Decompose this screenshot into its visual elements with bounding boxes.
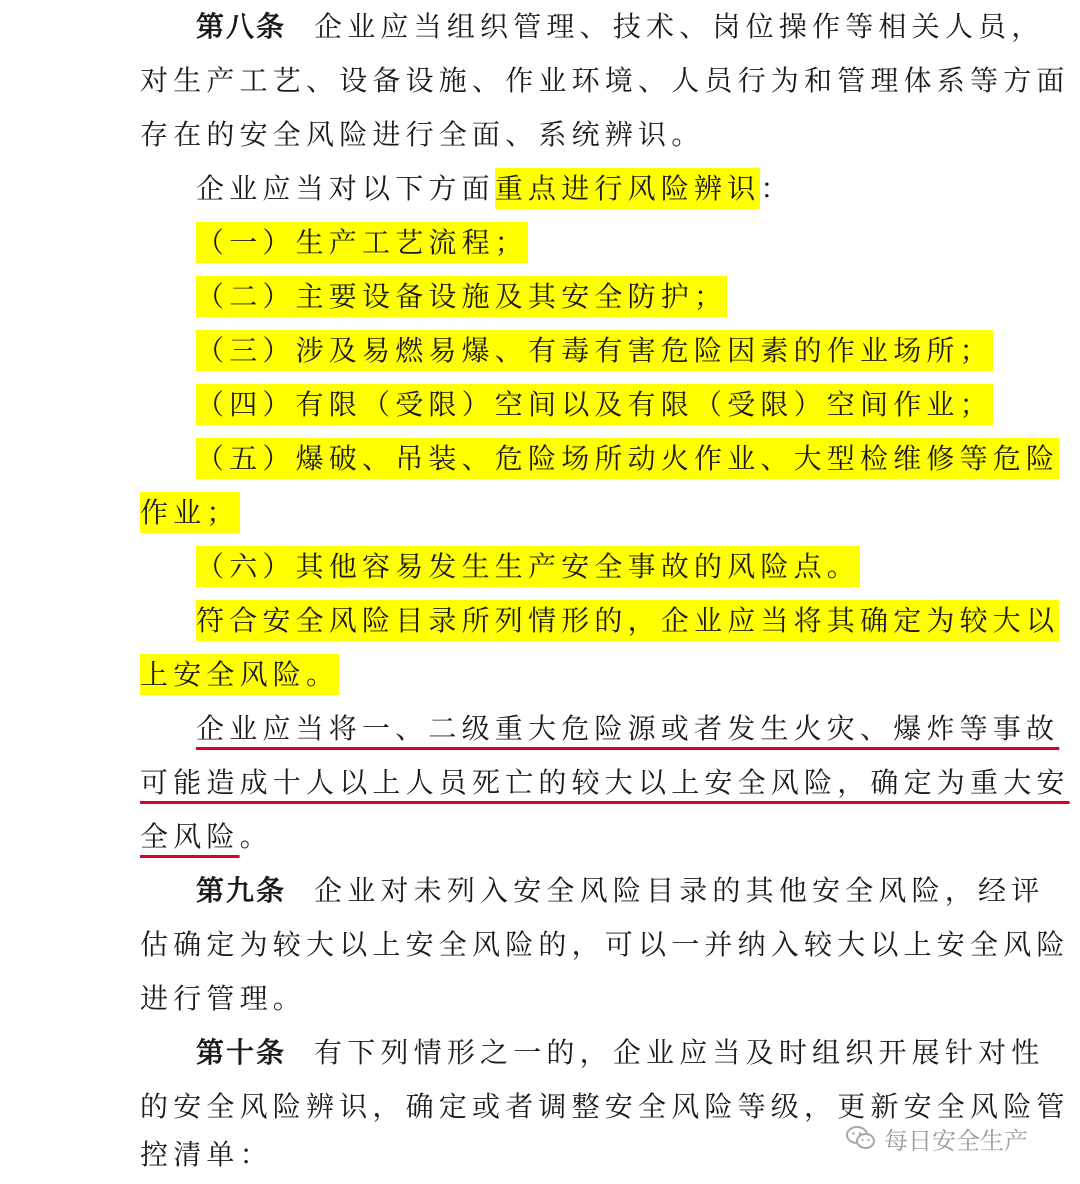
wechat-icon	[846, 1125, 876, 1151]
article-10-line-1	[196, 1026, 1045, 1080]
article-10-line-2: 的安全风险辨识，确定或者调整安全风险等级，更新安全风险管	[140, 1090, 1070, 1123]
paragraph-3-line-1: 符合安全风险目录所列情形的，企业应当将其确定为较大以	[196, 594, 940, 648]
highlighted-text: 重点进行风险辨识	[495, 168, 761, 209]
article-8-line-2: 对生产工艺、设备设施、作业环境、人员行为和管理体系等方面	[140, 64, 1070, 97]
underlined-text: 企业应当将一、二级重大危险源或者发生火灾、爆炸等事故	[196, 712, 1060, 745]
underlined-text: 全风险	[140, 820, 240, 853]
paragraph-3-line-2: 上安全风险。	[140, 648, 940, 702]
article-9-line-2: 估确定为较大以上安全风险的，可以一并纳入较大以上安全风险	[140, 928, 1070, 961]
list-item-1: （一）生产工艺流程；	[196, 216, 940, 270]
list-item-3: （三）涉及易燃易爆、有毒有害危险因素的作业场所；	[196, 324, 940, 378]
list-item-4: （四）有限（受限）空间以及有限（受限）空间作业；	[196, 378, 940, 432]
list-item-5-continued: 作业；	[140, 486, 940, 540]
article-9-text: 企业对未列入安全风险目录的其他安全风险，经评	[314, 874, 1045, 907]
watermark-text: 每日安全生产	[884, 1126, 1028, 1155]
article-9-line-3: 进行管理。	[140, 982, 307, 1015]
article-10-label: 第十条	[196, 1036, 287, 1069]
list-item-6: （六）其他容易发生生产安全事故的风险点。	[196, 540, 940, 594]
article-10-line-3: 控清单：	[140, 1138, 273, 1171]
article-10-text: 有下列情形之一的，企业应当及时组织开展针对性	[314, 1036, 1045, 1069]
paragraph-2-prefix: 企业应当对以下方面	[196, 172, 495, 205]
paragraph-2-suffix: ：	[760, 172, 794, 205]
list-item-2: （二）主要设备设施及其安全防护；	[196, 270, 940, 324]
article-9-line-1	[196, 864, 1045, 918]
paragraph-4-line-1	[196, 702, 1060, 756]
paragraph-4-line-2	[140, 756, 1070, 810]
watermark	[846, 1118, 1056, 1158]
list-item-5: （五）爆破、吊装、危险场所动火作业、大型检维修等危险	[196, 432, 940, 486]
article-8-text: 企业应当组织管理、技术、岗位操作等相关人员，	[314, 10, 1045, 43]
article-8-line-1	[196, 0, 1045, 54]
underlined-text: 可能造成十人以上人员死亡的较大以上安全风险，确定为重大安	[140, 766, 1070, 799]
paragraph-4-line-3: 全风险。	[140, 820, 273, 853]
article-8-paragraph-2	[196, 162, 940, 216]
article-8-label: 第八条	[196, 10, 287, 43]
article-9-label: 第九条	[196, 874, 287, 907]
article-8-line-3: 存在的安全风险进行全面、系统辨识。	[140, 118, 705, 151]
